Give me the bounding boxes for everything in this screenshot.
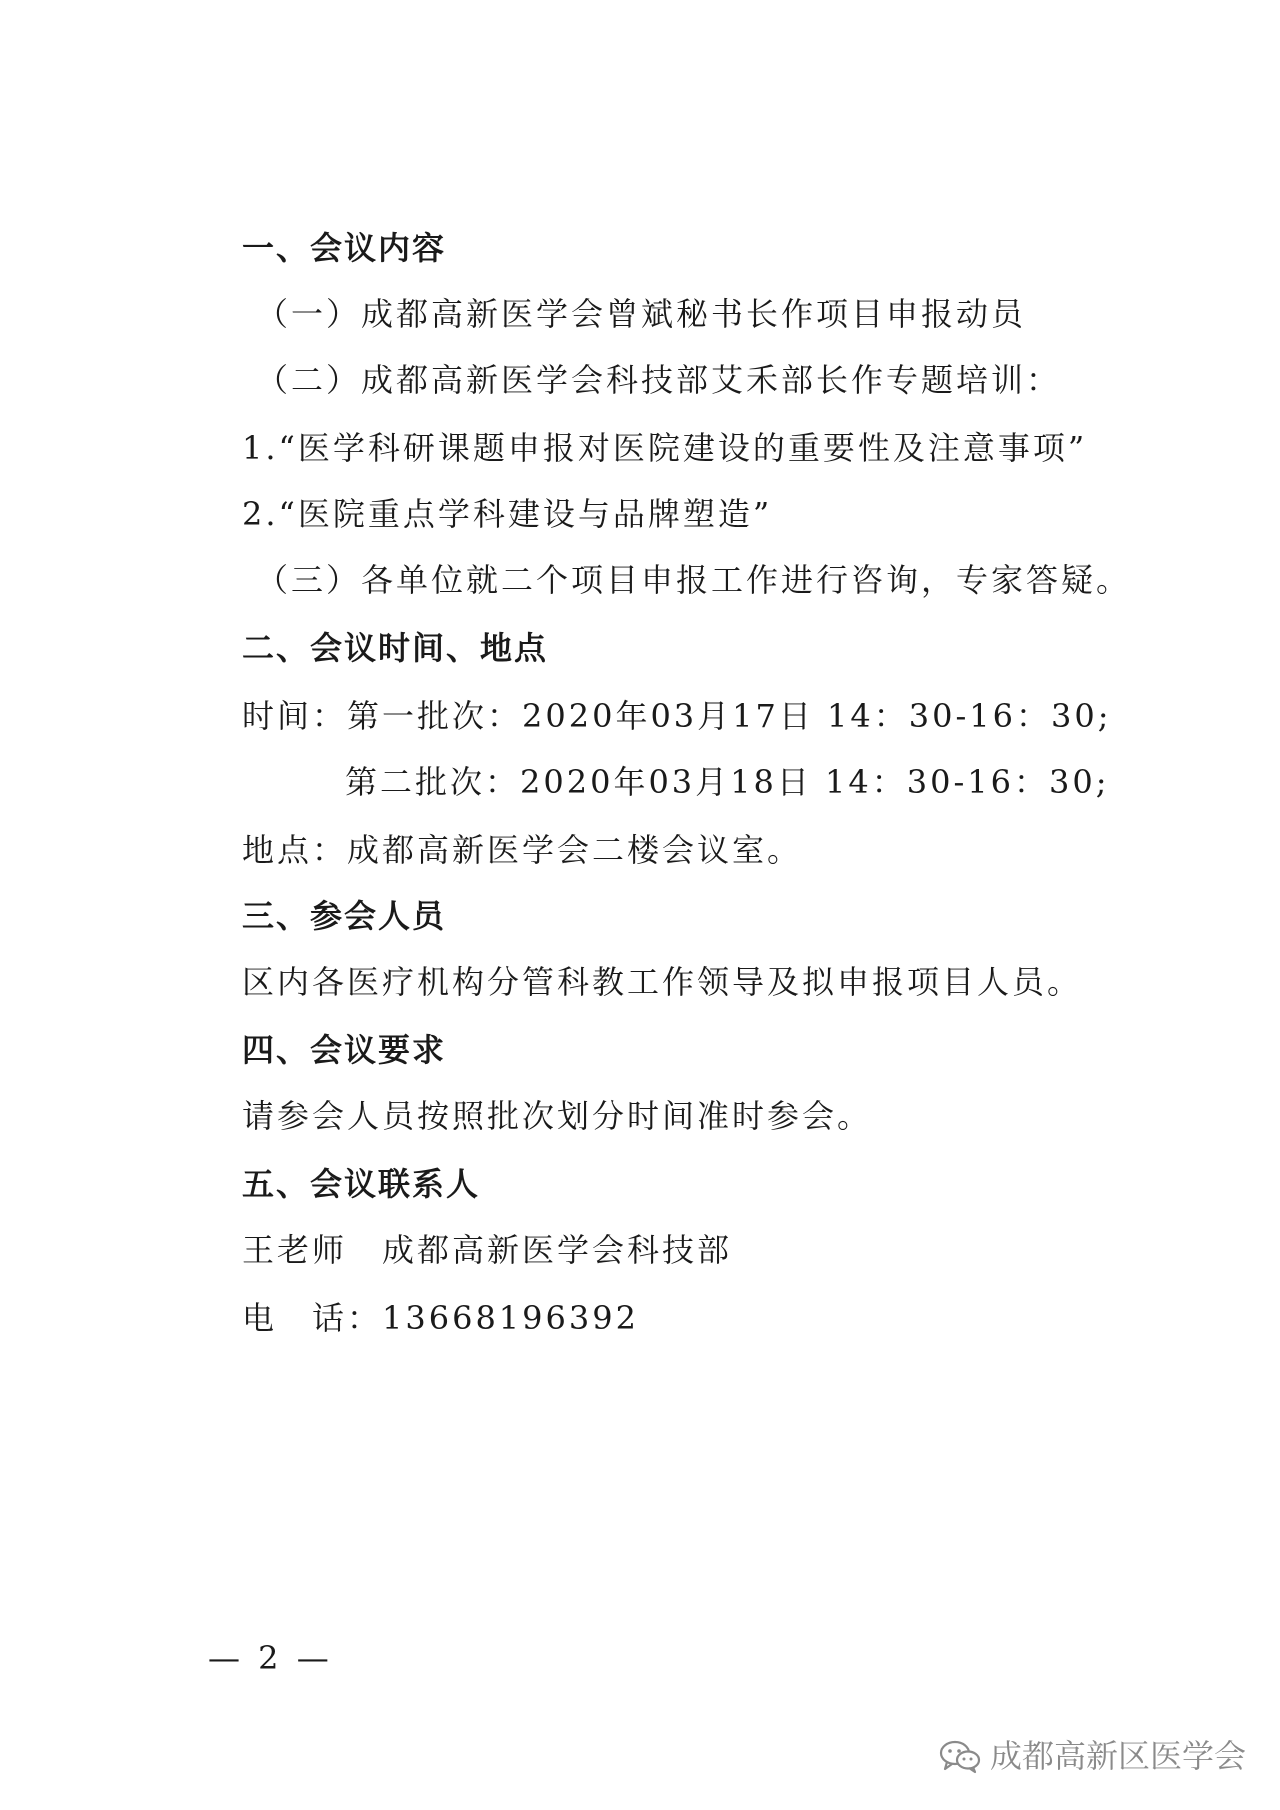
requirements-text: 请参会人员按照批次划分时间准时参会。 [242, 1097, 873, 1135]
wechat-icon [938, 1738, 982, 1774]
watermark [938, 1736, 1246, 1776]
meeting-time-batch-1: 时间：第一批次：2020年03月17日 14：30-16：30; [242, 697, 1112, 735]
contact-person: 王老师 成都高新医学会科技部 [242, 1231, 733, 1269]
training-topic-2: 2.“医院重点学科建设与品牌塑造” [242, 495, 773, 533]
meeting-content-item-1: （一）成都高新医学会曾斌秘书长作项目申报动员 [256, 295, 1027, 333]
section-heading-contact: 五、会议联系人 [242, 1165, 481, 1203]
meeting-content-item-2: （二）成都高新医学会科技部艾禾部长作专题培训： [256, 361, 1062, 399]
meeting-time-batch-2: 第二批次：2020年03月18日 14：30-16：30; [345, 763, 1110, 801]
meeting-content-item-3: （三）各单位就二个项目申报工作进行咨询，专家答疑。 [256, 561, 1132, 599]
section-heading-time-place: 二、会议时间、地点 [242, 629, 549, 667]
meeting-place: 地点：成都高新医学会二楼会议室。 [242, 831, 803, 869]
attendees-text: 区内各医疗机构分管科教工作领导及拟申报项目人员。 [242, 963, 1083, 1001]
training-topic-1: 1.“医学科研课题申报对医院建设的重要性及注意事项” [242, 429, 1088, 467]
section-heading-requirements: 四、会议要求 [242, 1031, 447, 1069]
contact-phone: 电 话：13668196392 [242, 1299, 639, 1337]
watermark-text: 成都高新区医学会 [990, 1737, 1247, 1775]
section-heading-meeting-content: 一、会议内容 [242, 229, 447, 267]
section-heading-attendees: 三、参会人员 [242, 897, 447, 935]
page-number: — 2 — [208, 1639, 333, 1677]
